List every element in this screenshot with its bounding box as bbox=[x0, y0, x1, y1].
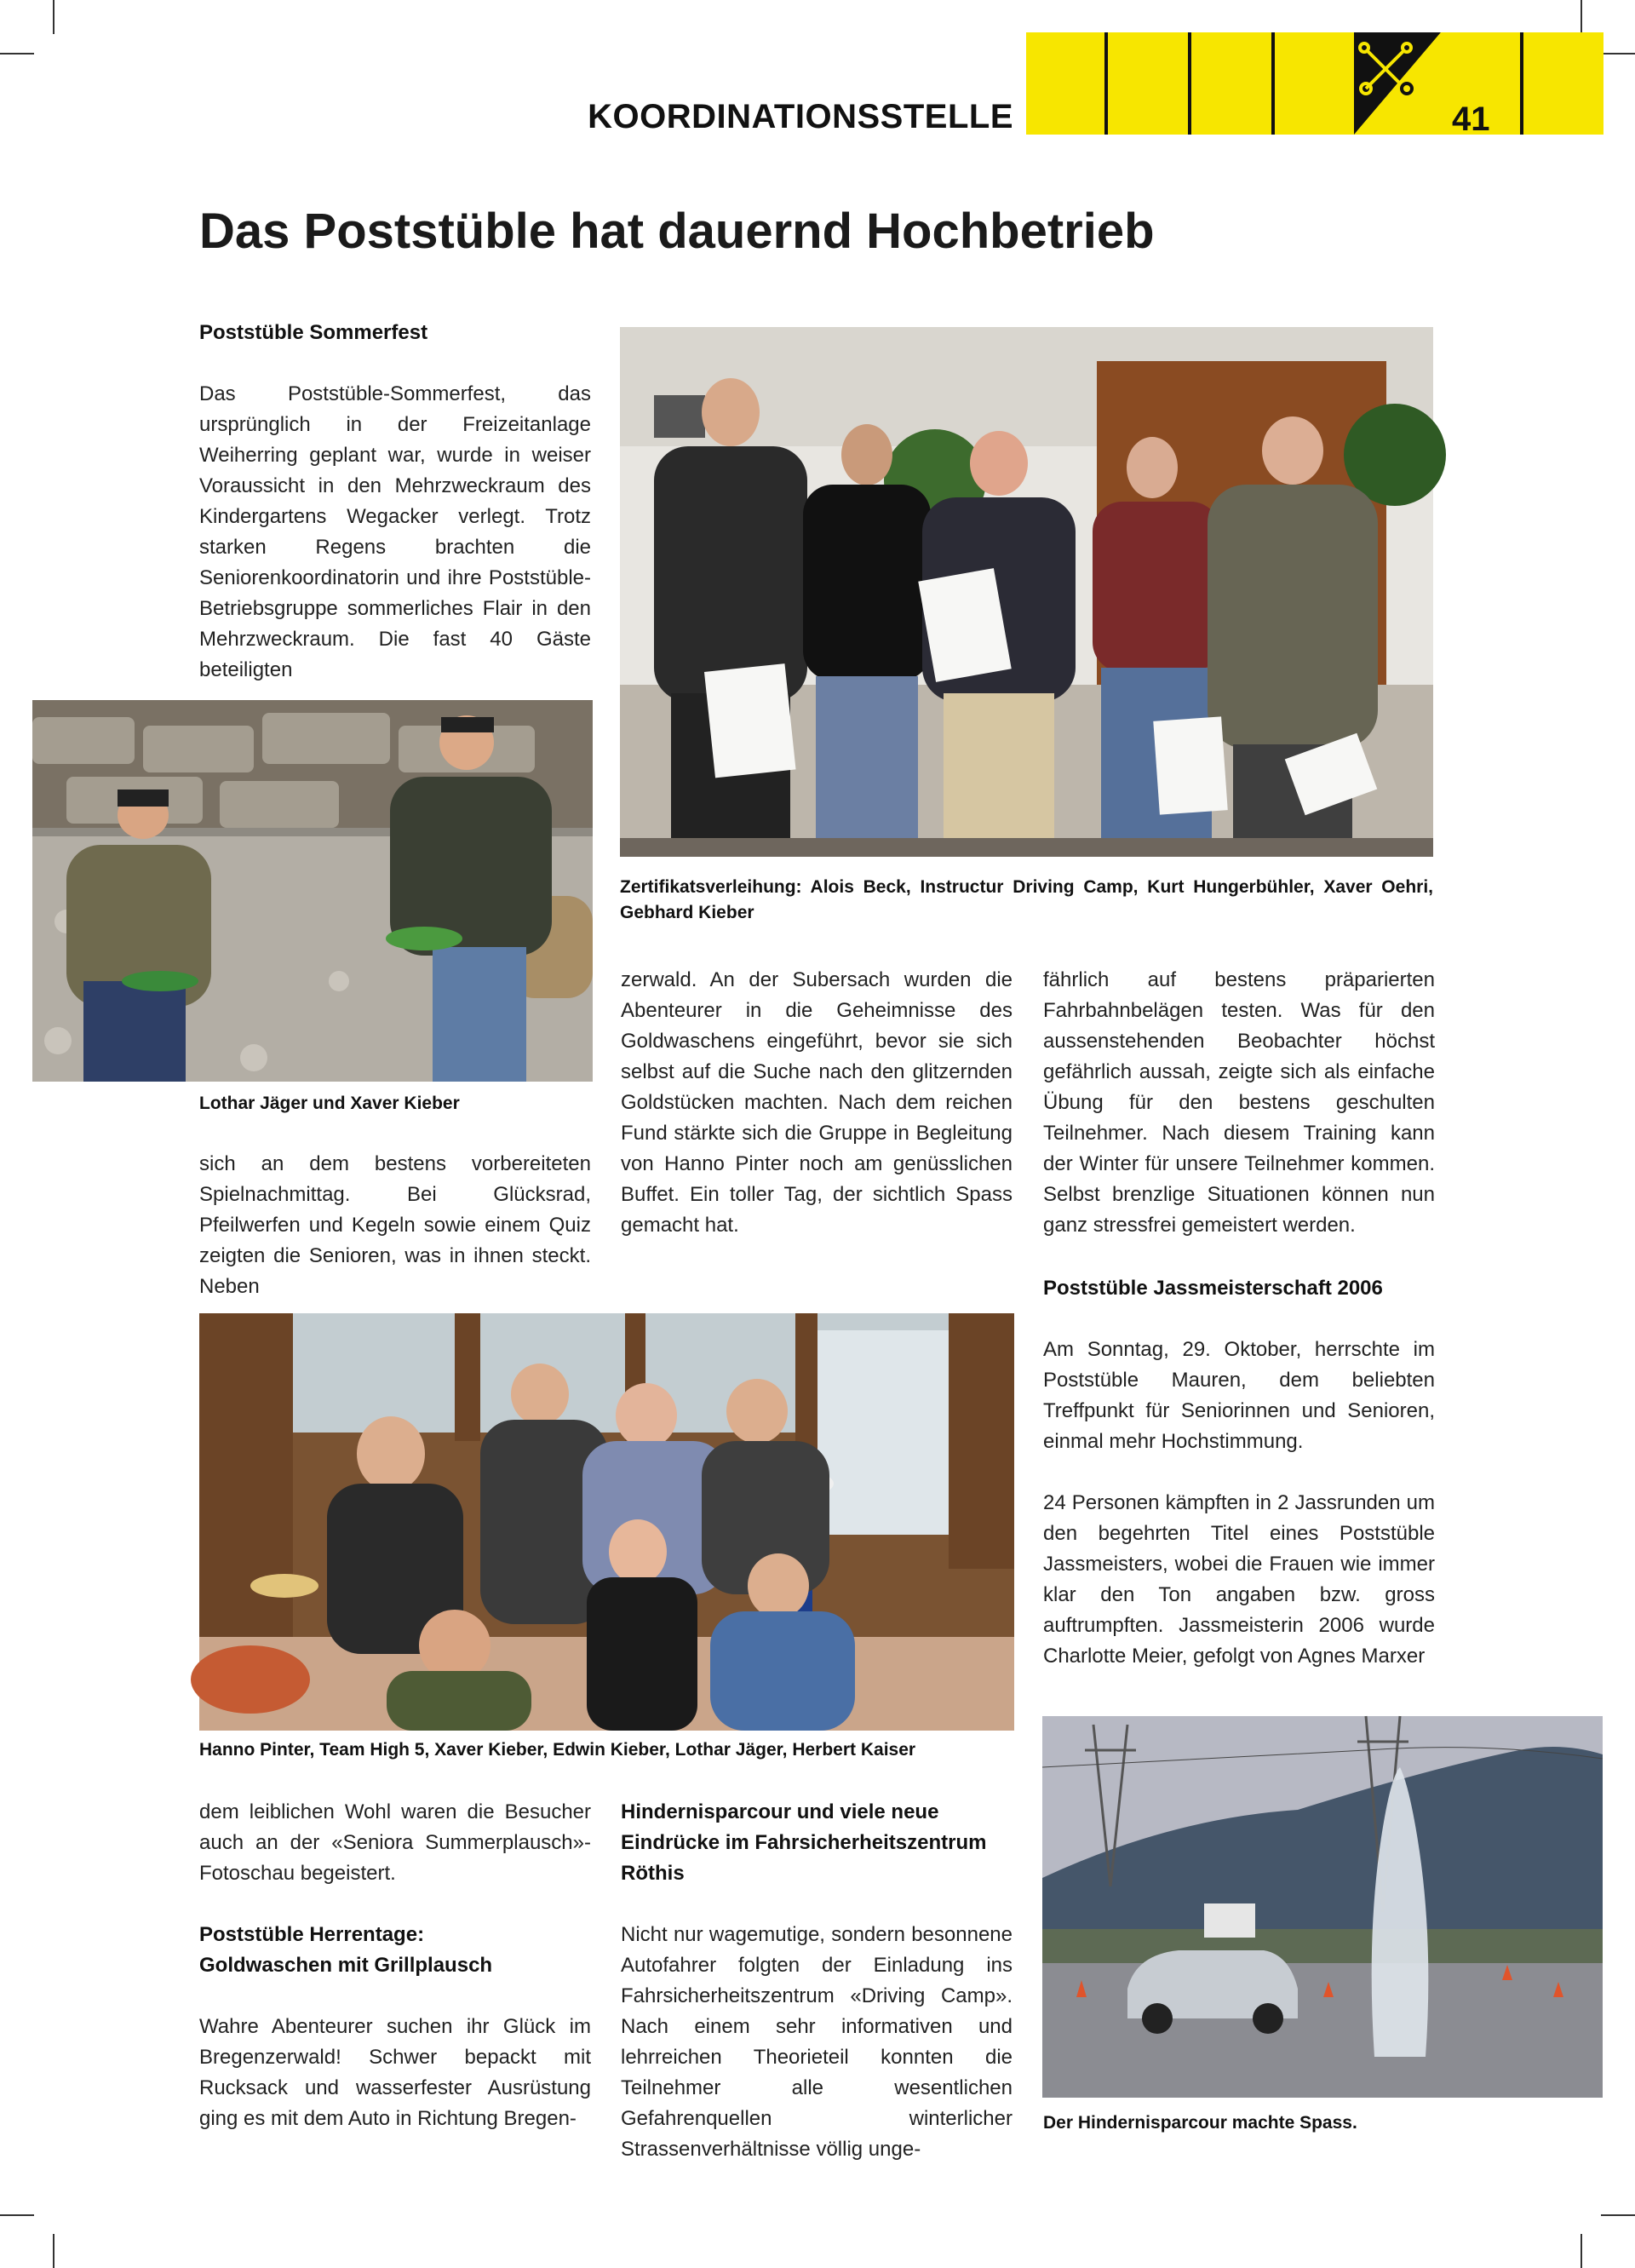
section-heading-herrentage-2: Goldwaschen mit Grillplausch bbox=[199, 1954, 493, 1977]
section-heading-hindernis-2: Eindrücke im Fahrsicherheitszentrum bbox=[621, 1831, 987, 1854]
photo-obstacle-course bbox=[1042, 1716, 1603, 2098]
paragraph-herrentage-2: zerwald. An der Subersach wurden die Abenteurer in die Geheimnisse des Goldwaschens eingeführt, bevor sie sich selbst auf die Suche nach den glitzernden Goldstücken machten. Nach dem reichen Fund stärkte sich die Gruppe in Begleitung von Hanno Pinter noch am genüsslichen Buffet. Ein toller Tag, der sichtlich Spass gemacht hat. bbox=[621, 968, 1013, 1237]
section-heading-herrentage-1: Poststüble Herrentage: bbox=[199, 1923, 425, 1946]
paragraph-sommerfest-2: sich an dem bestens vorbereiteten Spielnachmittag. Bei Glücksrad, Pfeilwerfen und Kegeln sowie einem Quiz zeigten die Senioren, was in ihnen steckt. Neben bbox=[199, 1152, 591, 1298]
crop-mark bbox=[1601, 53, 1635, 55]
photo-group bbox=[199, 1313, 1014, 1731]
caption-group: Hanno Pinter, Team High 5, Xaver Kieber, Edwin Kieber, Lothar Jäger, Herbert Kaiser bbox=[199, 1740, 916, 1760]
photo-certificate-ceremony bbox=[620, 327, 1433, 857]
coat-of-arms-icon bbox=[1354, 32, 1441, 135]
paragraph-hindernis-1: Nicht nur wagemutige, sondern besonnene Autofahrer folgten der Einladung ins Fahrsicherheitszentrum «Driving Camp». Nach einem sehr informativen und lehrreichen Theorieteil konnten die Teilnehmer alle wesentlichen Gefahrenquellen winterlicher Strassenverhältnisse völlig unge- bbox=[621, 1923, 1013, 2161]
paragraph-hindernis-2: fährlich auf bestens präparierten Fahrbahnbelägen testen. Was für den aussenstehenden Beobachter höchst gefährlich aussah, zeigte sich als einfache Übung für den bestens geschulten Teilnehmer. Nach diesem Training kann der Winter für unsere Teilnehmer kommen. Selbst brenzlige Situationen können nun ganz stressfrei gemeistert werden. bbox=[1043, 968, 1435, 1237]
crop-mark bbox=[53, 2234, 54, 2268]
caption-gold-panning: Lothar Jäger und Xaver Kieber bbox=[199, 1094, 460, 1113]
header-accent-bar bbox=[1026, 32, 1603, 135]
page-title: Das Poststüble hat dauernd Hochbetrieb bbox=[199, 204, 1155, 259]
paragraph-sommerfest-1: Das Poststüble-Sommerfest, das ursprünglich in der Freizeitanlage Weiherring geplant war, wurde in weiser Voraussicht in den Mehrzweckraum des Kindergartens Wegacker verlegt. Trotz starken Regens brachten die Seniorenkoordinatorin und ihre Poststüble-Betriebsgruppe sommerliches Flair in den Mehrzweckraum. Die fast 40 Gäste beteiligten bbox=[199, 382, 591, 681]
section-heading-hindernis-3: Röthis bbox=[621, 1862, 685, 1885]
caption-certificate: Zertifikatsverleihung: Alois Beck, Instructur Driving Camp, Kurt Hungerbühler, Xaver Oehri, Gebhard Kieber bbox=[620, 877, 1433, 922]
section-heading-jass: Poststüble Jassmeisterschaft 2006 bbox=[1043, 1277, 1383, 1300]
caption-obstacle-course: Der Hindernisparcour machte Spass. bbox=[1043, 2113, 1357, 2133]
section-label: KOORDINATIONSSTELLE bbox=[588, 98, 1013, 135]
crop-mark bbox=[1601, 2214, 1635, 2216]
photo-gold-panning bbox=[32, 700, 593, 1082]
section-heading-hindernis-1: Hindernisparcour und viele neue bbox=[621, 1800, 939, 1823]
page-number: 41 bbox=[1452, 100, 1490, 138]
paragraph-jass-1: Am Sonntag, 29. Oktober, herrschte im Poststüble Mauren, dem beliebten Treffpunkt für Seniorinnen und Senioren, einmal mehr Hochstimmung. bbox=[1043, 1338, 1435, 1453]
crop-mark bbox=[1580, 2234, 1582, 2268]
crop-mark bbox=[0, 53, 34, 55]
paragraph-sommerfest-3: dem leiblichen Wohl waren die Besucher auch an der «Seniora Summerplausch»-Fotoschau begeistert. bbox=[199, 1800, 591, 1885]
crop-mark bbox=[1580, 0, 1582, 34]
paragraph-jass-2: 24 Personen kämpften in 2 Jassrunden um den begehrten Titel eines Poststüble Jassmeisters, wobei die Frauen wie immer klar den Ton angaben bzw. gross auftrumpften. Jassmeisterin 2006 wurde Charlotte Meier, gefolgt von Agnes Marxer bbox=[1043, 1491, 1435, 1668]
crop-mark bbox=[0, 2214, 34, 2216]
section-heading-sommerfest: Poststüble Sommerfest bbox=[199, 321, 428, 344]
crop-mark bbox=[53, 0, 54, 34]
paragraph-herrentage-1: Wahre Abenteurer suchen ihr Glück im Bregenzerwald! Schwer bepackt mit Rucksack und wasserfester Ausrüstung ging es mit dem Auto in Richtung Bregen- bbox=[199, 2015, 591, 2130]
